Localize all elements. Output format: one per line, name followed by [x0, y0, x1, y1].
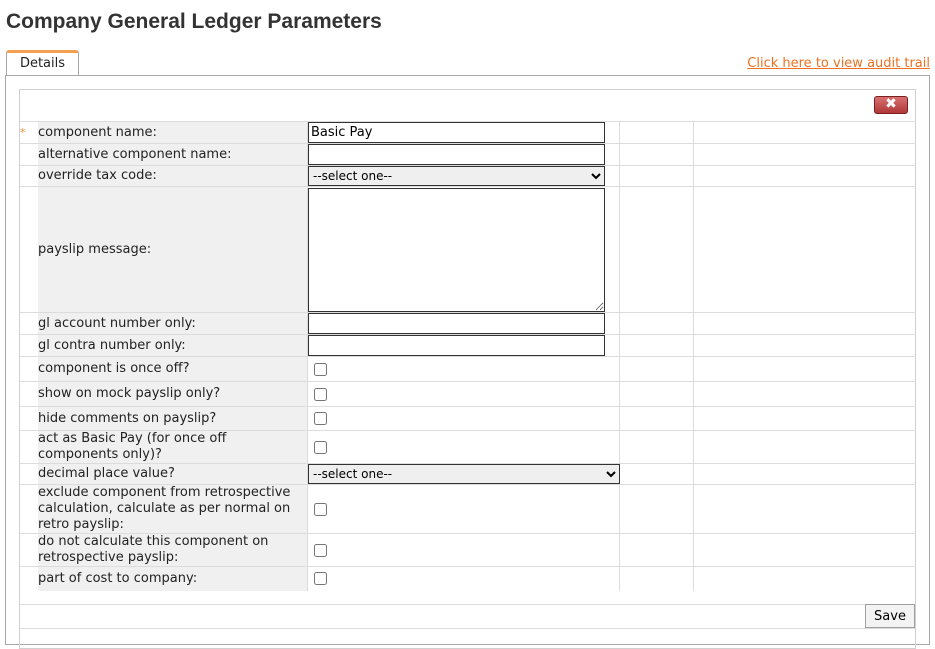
footer-divider — [20, 604, 916, 605]
mock-payslip-checkbox[interactable] — [314, 388, 327, 401]
do-not-calculate-retrospective-label: do not calculate this component on retrospective payslip: — [38, 534, 308, 567]
tab-details[interactable]: Details — [6, 50, 79, 75]
close-button[interactable] — [874, 96, 908, 114]
form-row-alternative-component-name — [20, 144, 916, 166]
form-row-mock-payslip — [20, 382, 916, 407]
alternative-component-name-input[interactable] — [308, 144, 605, 165]
form-row-component-once-off — [20, 357, 916, 382]
decimal-place-label: decimal place value? — [38, 464, 308, 485]
audit-trail-link[interactable]: Click here to view audit trail — [747, 56, 930, 71]
component-form — [20, 121, 916, 591]
component-name-input[interactable] — [308, 122, 605, 143]
hide-comments-checkbox[interactable] — [314, 412, 327, 425]
form-row-decimal-place — [20, 464, 916, 485]
component-name-label: component name: — [38, 122, 308, 144]
exclude-retrospective-label: exclude component from retrospective calculation, calculate as per normal on retro payslip: — [38, 485, 308, 534]
form-row-exclude-retrospective — [20, 485, 916, 534]
exclude-retrospective-checkbox[interactable] — [314, 503, 327, 516]
cost-to-company-checkbox[interactable] — [314, 572, 327, 585]
form-row-payslip-message — [20, 187, 916, 313]
form-row-gl-contra-number — [20, 335, 916, 357]
decimal-place-select[interactable] — [308, 464, 620, 484]
close-icon: ✖ — [885, 96, 897, 112]
hide-comments-label: hide comments on payslip? — [38, 407, 308, 431]
form-row-override-tax-code — [20, 166, 916, 187]
form-row-act-as-basic-pay — [20, 431, 916, 464]
gl-account-number-label: gl account number only: — [38, 313, 308, 335]
component-once-off-checkbox[interactable] — [314, 363, 327, 376]
component-once-off-label: component is once off? — [38, 357, 308, 382]
page-title: Company General Ledger Parameters — [6, 10, 382, 33]
cost-to-company-label: part of cost to company: — [38, 567, 308, 591]
form-row-do-not-calculate-retrospective — [20, 534, 916, 567]
payslip-message-label: payslip message: — [38, 187, 308, 313]
bottom-divider — [20, 628, 916, 629]
required-marker: * — [20, 122, 38, 144]
override-tax-code-select[interactable] — [308, 166, 605, 186]
mock-payslip-label: show on mock payslip only? — [38, 382, 308, 407]
form-row-component-name — [20, 122, 916, 144]
save-button[interactable]: Save — [865, 604, 915, 628]
gl-contra-number-label: gl contra number only: — [38, 335, 308, 357]
act-as-basic-pay-checkbox[interactable] — [314, 441, 327, 454]
gl-account-number-input[interactable] — [308, 313, 605, 334]
form-row-hide-comments — [20, 407, 916, 431]
form-row-cost-to-company — [20, 567, 916, 591]
act-as-basic-pay-label: act as Basic Pay (for once off components only)? — [38, 431, 308, 464]
do-not-calculate-retrospective-checkbox[interactable] — [314, 544, 327, 557]
gl-contra-number-input[interactable] — [308, 335, 605, 356]
override-tax-code-label: override tax code: — [38, 166, 308, 187]
alternative-component-name-label: alternative component name: — [38, 144, 308, 166]
form-row-gl-account-number — [20, 313, 916, 335]
payslip-message-textarea[interactable] — [308, 188, 605, 312]
